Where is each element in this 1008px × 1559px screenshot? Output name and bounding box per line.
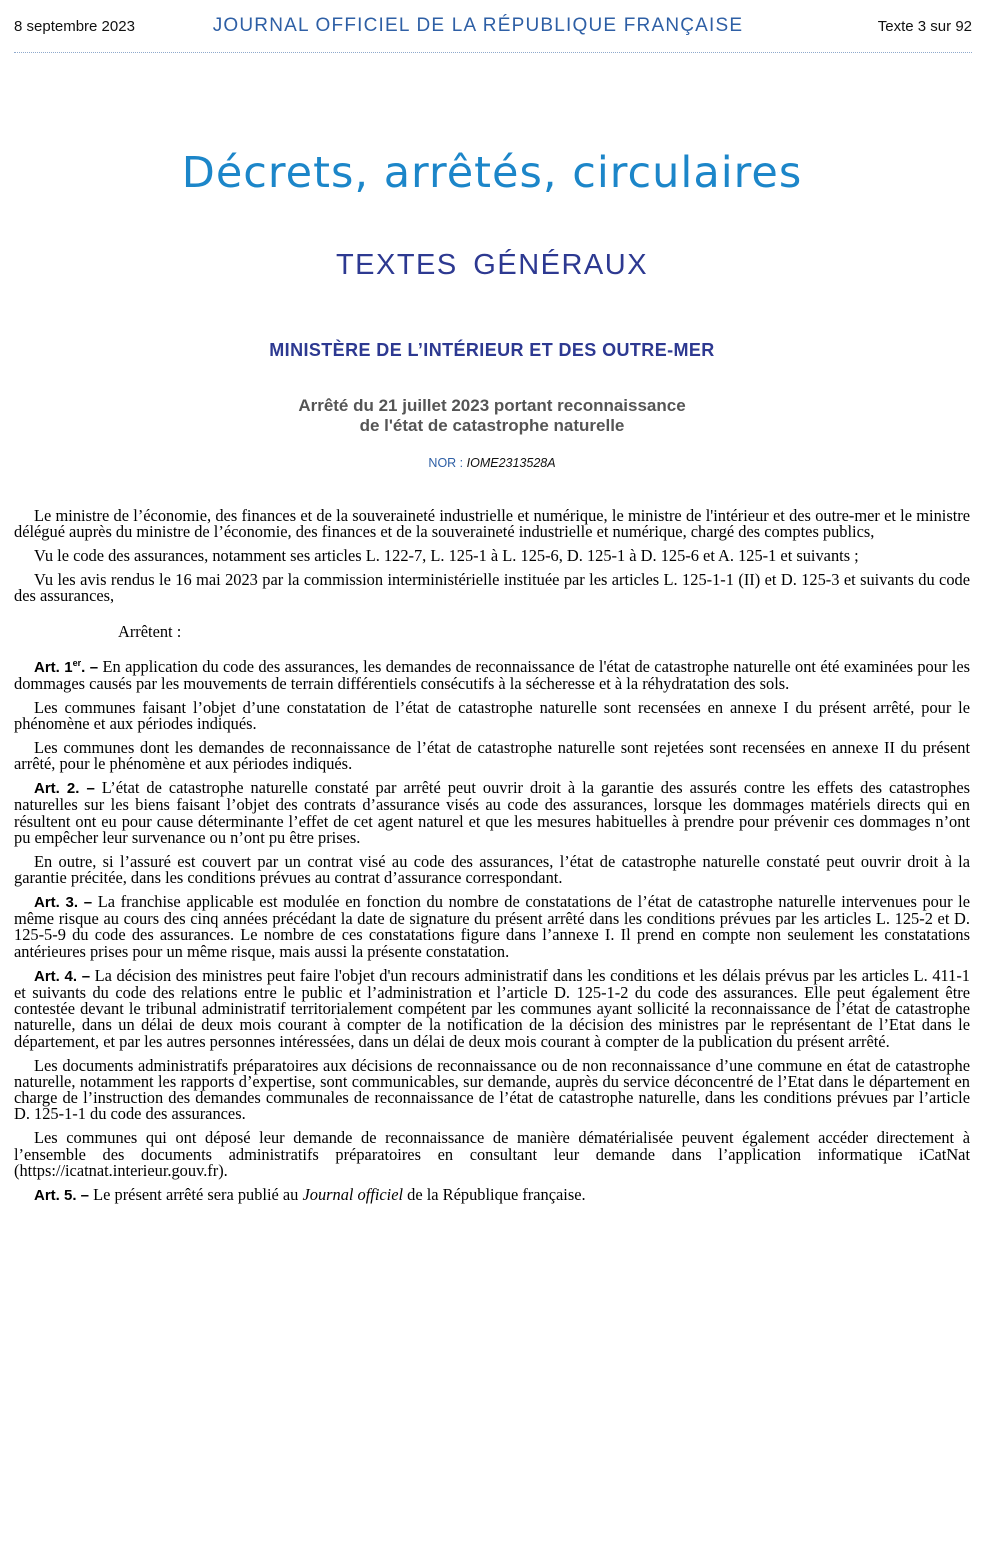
- preamble-ministers: Le ministre de l’économie, des finances et de la souveraineté industrielle et numérique, le ministre de l'intérieur et des outre-mer et le ministre délégué auprès du ministre de l’économie, des finances et de la souveraineté industrielle et numérique, chargé des comptes publics,: [14, 506, 970, 542]
- article-4-paragraph-2: Les documents administratifs préparatoires aux décisions de reconnaissance ou de non reconnaissance d’une commune en état de catastrophe naturelle, notamment les rapports d’expertise, sont communicables, sur demande, auprès du service déconcentré de l’Etat dans le département en charge de l’instruction des demandes communales de reconnaissance de l’état de catastrophe naturelle, dans les conditions prévues par l’article D. 125-1-1 du code des assurances.: [14, 1055, 970, 1124]
- arrete-title-line-1: Arrêté du 21 juillet 2023 portant reconnaissance: [298, 396, 686, 415]
- nor-reference: [0, 456, 984, 470]
- header-divider: [14, 52, 972, 53]
- article-1-text: En application du code des assurances, les demandes de reconnaissance de l'état de catastrophe naturelle ont été examinées pour les dommages causés par les mouvements de terrain différentiels consécutifs à la sécheresse et à la réhydratation des sols.: [14, 656, 970, 694]
- document-body: [14, 508, 970, 1211]
- publication-date: 8 septembre 2023: [14, 18, 135, 35]
- article-1-paragraph-2: Les communes faisant l’objet d’une constatation de l’état de catastrophe naturelle sont recensées en annexe I du présent arrêté, pour le phénomène et aux périodes indiqués.: [14, 697, 970, 734]
- article-1: [14, 655, 970, 693]
- article-1-paragraph-3: Les communes dont les demandes de reconnaissance de l’état de catastrophe naturelle sont rejetées sont recensées en annexe II du présent arrêté, pour le phénomène et aux périodes indiqués.: [14, 737, 970, 774]
- arrete-title-line-2: de l'état de catastrophe naturelle: [359, 416, 625, 435]
- article-3-text: La franchise applicable est modulée en fonction du nombre de constatations de l’état de catastrophe naturelle intervenues pour le même risque au cours des cinq années précédant la date de signature du présent arrêté dans les conditions prévues par les articles L. 125-2 et D. 125-5-9 du code des assurances. Le nombre de ces constatations figure dans l’annexe I. Il prend en compte non seulement les constatations antérieures prises pour un même risque, mais aussi la présente constatation.: [14, 891, 970, 961]
- nor-value: IOME2313528A: [466, 456, 556, 470]
- page-header: [0, 0, 1008, 56]
- article-2: [14, 780, 970, 846]
- article-4: [14, 965, 970, 1051]
- article-5: [14, 1184, 970, 1204]
- article-3-label: Art. 3. –: [34, 893, 93, 911]
- article-4-text: La décision des ministres peut faire l'objet d'un recours administratif dans les conditions et les délais prévus par les articles L. 411-1 et suivants du code des relations entre le public et l’administration et l’article D. 125-1-2 du code des assurances. Elle peut également être contestée devant le tribunal administratif territorialement compétent par les communes ayant sollicité la reconnaissance de l’état de catastrophe naturelle, dans un délai de deux mois courant à compter de la notification de la décision des ministres par le représentant de l’Etat dans le département, et par les autres personnes intéressées, dans un délai de deux mois courant à compter de la publication du présent arrêté.: [14, 965, 970, 1051]
- nor-label: NOR :: [428, 456, 467, 470]
- text-counter: Texte 3 sur 92: [877, 18, 972, 35]
- preamble-vu-code: Vu le code des assurances, notamment ses articles L. 122-7, L. 125-1 à L. 125-6, D. 125-1 à D. 125-6 et A. 125-1 et suivants ;: [34, 546, 859, 566]
- ministry-heading: MINISTÈRE DE L’INTÉRIEUR ET DES OUTRE-MER: [269, 340, 715, 360]
- section-title: Décrets, arrêtés, circulaires: [181, 148, 803, 198]
- journal-officiel-reference: Journal officiel: [302, 1184, 404, 1204]
- article-5-text-before: Le présent arrêté sera publié au: [89, 1184, 303, 1204]
- article-2-paragraph-2: En outre, si l’assuré est couvert par un contrat visé au code des assurances, l’état de catastrophe naturelle constaté peut ouvrir droit à la garantie précitée, dans les conditions prévues au contrat d’assurance correspondant.: [14, 851, 970, 888]
- subsection-title: TEXTES GÉNÉRAUX: [335, 249, 649, 281]
- preamble-vu-avis: Vu les avis rendus le 16 mai 2023 par la commission interministérielle instituée par les articles L. 125-1-1 (II) et D. 125-3 et suivants du code des assurances,: [14, 569, 970, 606]
- article-5-label: Art. 5. –: [34, 1186, 90, 1204]
- article-2-label: Art. 2. –: [34, 780, 95, 798]
- article-3: [14, 891, 970, 961]
- journal-name: JOURNAL OFFICIEL DE LA RÉPUBLIQUE FRANÇAISE: [212, 15, 744, 36]
- article-4-label: Art. 4. –: [34, 967, 91, 985]
- article-2-text: L’état de catastrophe naturelle constaté par arrêté peut ouvrir droit à la garantie des assurés contre les effets des catastrophes naturelles sur les biens faisant l’objet des contrats d’assurance visés au code des assurances, lorsque les dommages matériels directs qui en résultent ont eu pour cause déterminante l’effet de cet agent naturel et que les mesures habituelles à prendre pour prévenir ces dommages n’ont pu empêcher leur survenance ou n’ont pu être prises.: [14, 778, 970, 847]
- arrete-title: [0, 396, 984, 436]
- article-1-label: Art. 1er. –: [34, 657, 99, 676]
- article-4-paragraph-3: Les communes qui ont déposé leur demande de reconnaissance de manière dématérialisée peuvent également accéder directement à l’ensemble des documents administratifs préparatoires en consultant leur demande dans l’application informatique iCatNat (https://icatnat.interieur.gouv.fr).: [14, 1128, 970, 1180]
- arretent: Arrêtent :: [118, 622, 182, 642]
- article-5-text-after: de la République française.: [403, 1184, 586, 1204]
